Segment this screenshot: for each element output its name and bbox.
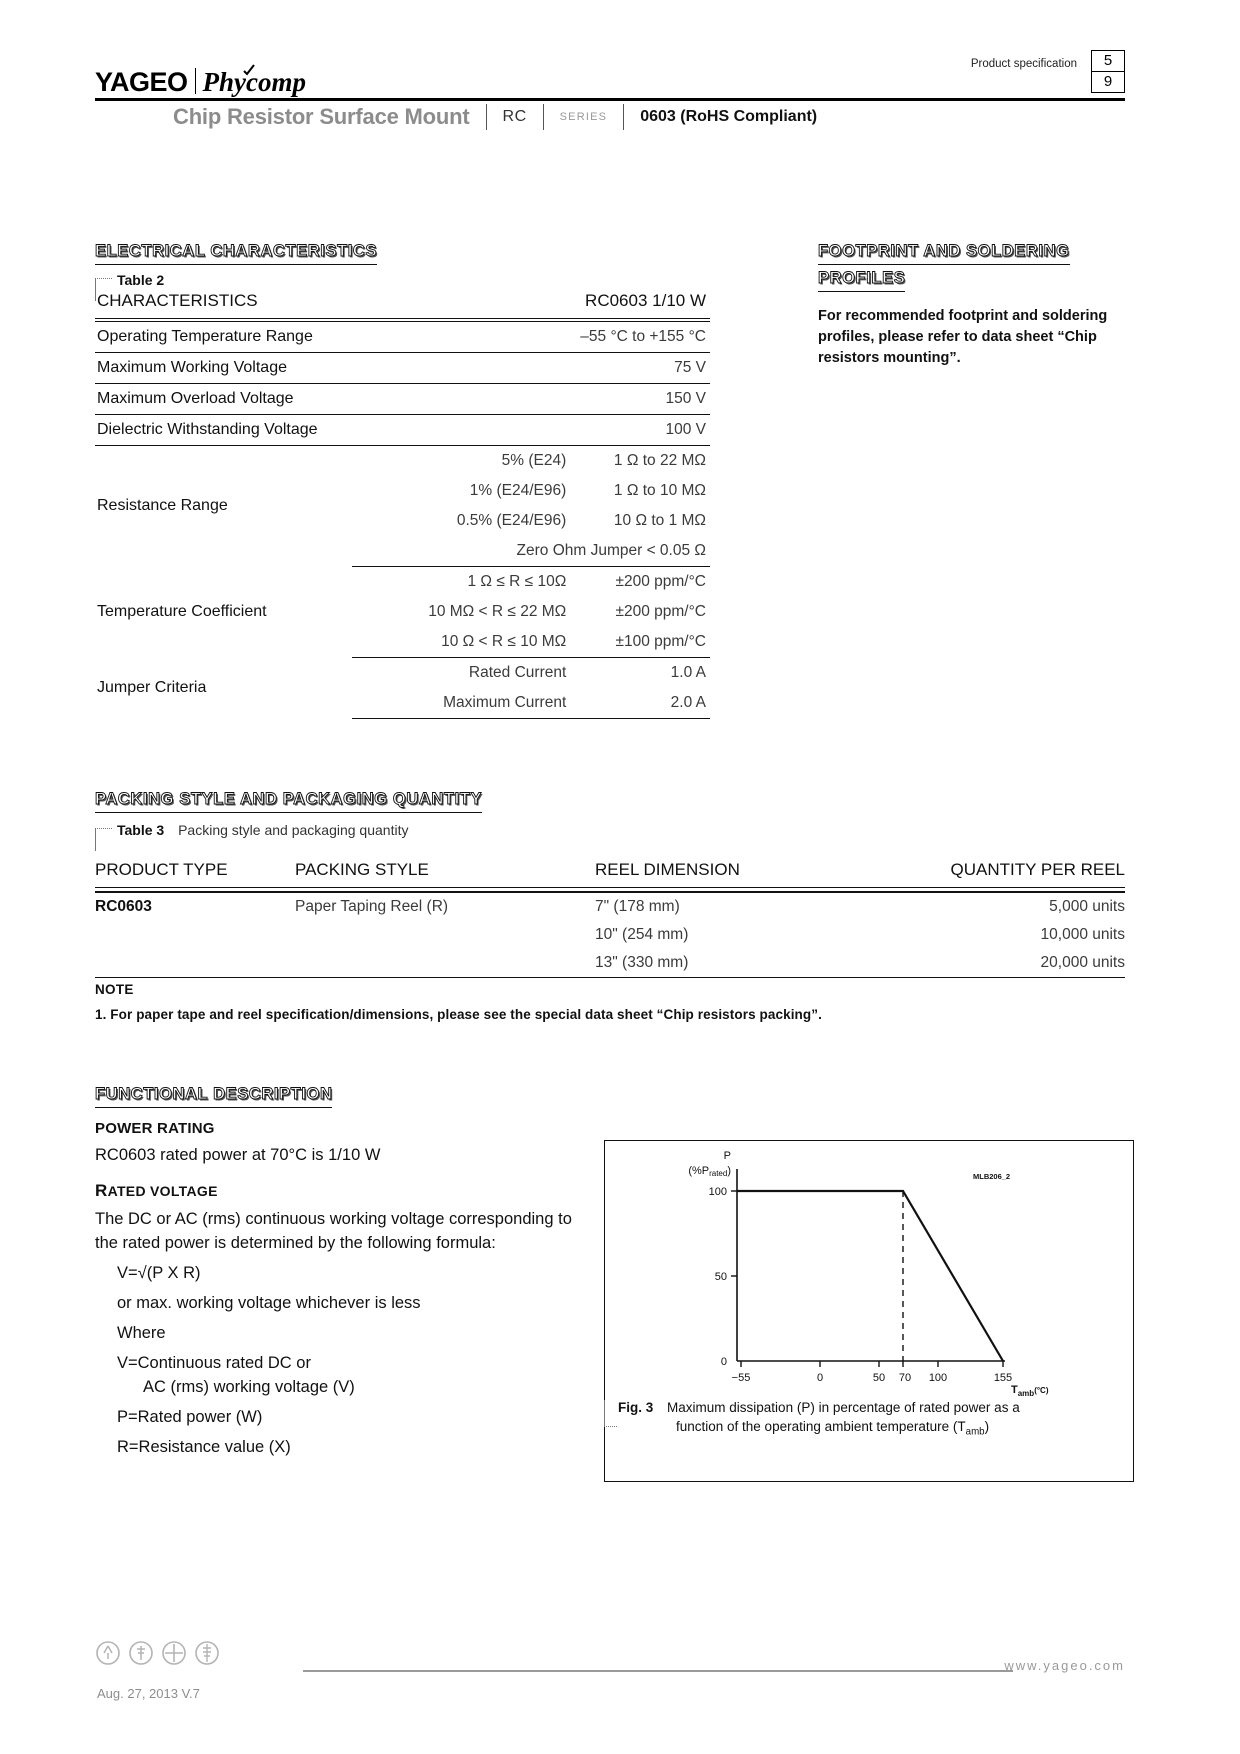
tc-range: 1 Ω ≤ R ≤ 10Ω (467, 573, 567, 590)
jumper-value: 1.0 A (670, 664, 706, 681)
table2-col-characteristics: CHARACTERISTICS (97, 291, 258, 310)
x-tick-70: 70 (898, 1372, 912, 1384)
row-value: 150 V (580, 384, 710, 415)
tc-range: 10 MΩ < R ≤ 22 MΩ (428, 603, 567, 620)
table2-col-product: RC0603 1/10 W (585, 291, 706, 310)
y-tick-100: 100 (708, 1186, 727, 1198)
x-tick-100: 100 (928, 1372, 948, 1384)
figure-code: MLB206_2 (973, 1172, 1011, 1181)
header-bar-divider-3 (623, 104, 624, 130)
footprint-body-text: For recommended footprint and soldering profiles, please refer to data sheet “Chip resistors mounting”. (818, 308, 1108, 366)
table-row (95, 353, 710, 384)
table3-label: Table 3 (117, 822, 165, 838)
x-tick-155: 155 (993, 1372, 1013, 1384)
row-label-jumper-criteria: Jumper Criteria (97, 679, 207, 696)
packing-heading: PACKING STYLE AND PACKAGING QUANTITY (95, 790, 482, 813)
jumper-name: Maximum Current (352, 688, 580, 719)
row-product-type (95, 921, 295, 949)
figure-caption-line2-sub: amb (965, 1426, 985, 1438)
table-row-jumper-1 (95, 658, 710, 689)
packing-table (95, 855, 1125, 978)
definition-r: R=Resistance value (X) (117, 1438, 291, 1456)
figure-caption-line1: Maximum dissipation (P) in percentage of rated power as a (667, 1400, 1020, 1415)
x-tick-0: 0 (816, 1372, 824, 1384)
footprint-soldering-section (818, 242, 1128, 369)
tc-value: ±200 ppm/°C (615, 603, 706, 620)
yageo-logo: YAGEO (95, 67, 188, 97)
header-bar-title: Chip Resistor Surface Mount (173, 104, 470, 129)
row-label-resistance-range: Resistance Range (97, 497, 228, 515)
table3-header-row (95, 855, 1125, 888)
table-row (95, 921, 1125, 949)
where-label: Where (117, 1324, 166, 1342)
table2-label: Table 2 (117, 272, 165, 288)
functional-description-section (95, 1085, 595, 1459)
tc-value: ±200 ppm/°C (615, 573, 706, 590)
header-bar-rc: RC (502, 108, 527, 125)
power-rating-text: RC0603 rated power at 70°C is 1/10 W (95, 1146, 381, 1164)
table-row-resistance-1 (95, 446, 710, 477)
figure-caption-line2-a: function of the operating ambient temperature (T (676, 1419, 966, 1434)
footprint-heading-line2: PROFILES (818, 269, 905, 292)
table3-col-reel-dimension: REEL DIMENSION (595, 860, 740, 879)
caption-bracket (604, 1400, 617, 1427)
row-reel-dimension: 10" (254 mm) (595, 926, 689, 943)
row-product-type: RC0603 (95, 898, 152, 915)
footer-website-link[interactable]: www.yageo.com (1004, 1658, 1125, 1673)
note-section (95, 982, 1095, 1022)
phycomp-logo (203, 69, 306, 96)
row-value: 100 V (580, 415, 710, 446)
halogen-free-circle-icon (194, 1640, 220, 1666)
page-header (95, 52, 1125, 129)
footer-icon-group (95, 1640, 220, 1666)
electrical-characteristics-heading: ELECTRICAL CHARACTERISTICS (95, 242, 377, 265)
row-product-type (95, 949, 295, 978)
table3-caption (95, 822, 408, 838)
table3-desc: Packing style and packaging quantity (178, 822, 409, 838)
rated-voltage-text: The DC or AC (rms) continuous working voltage corresponding to the rated power is determined by the following formula: (95, 1210, 572, 1252)
figure-3-caption (618, 1398, 1118, 1442)
row-label: Maximum Overload Voltage (95, 384, 580, 415)
electrical-characteristics-section (95, 242, 377, 265)
row-label: Operating Temperature Range (95, 322, 580, 353)
x-tick-minus55: −55 (731, 1372, 751, 1384)
resistance-value: 1 Ω to 22 MΩ (613, 452, 706, 469)
caption-bracket (95, 828, 112, 851)
table2-header-row (95, 285, 710, 317)
row-value: 75 V (580, 353, 710, 384)
table3-col-packing-style: PACKING STYLE (295, 860, 429, 879)
tc-range: 10 Ω < R ≤ 10 MΩ (352, 627, 580, 658)
row-reel-dimension: 13" (330 mm) (595, 949, 915, 978)
page-current: 5 (1103, 52, 1113, 69)
row-label: Maximum Working Voltage (95, 353, 580, 384)
definition-v-line2: AC (rms) working voltage (V) (143, 1378, 355, 1396)
resistance-tolerance: 5% (E24) (501, 452, 567, 469)
product-specification-label: Product specification (970, 58, 1077, 70)
definition-p: P=Rated power (W) (117, 1408, 263, 1426)
jumper-value: 2.0 A (580, 688, 710, 719)
row-quantity: 20,000 units (915, 949, 1125, 978)
row-quantity: 5,000 units (1049, 898, 1125, 915)
electrical-characteristics-table (95, 285, 710, 719)
row-quantity: 10,000 units (1040, 926, 1125, 943)
footprint-heading-line1: FOOTPRINT AND SOLDERING (818, 242, 1070, 265)
note-title: NOTE (95, 982, 134, 997)
resistance-value: 1 Ω to 10 MΩ (613, 482, 706, 499)
note-item-1: 1. For paper tape and reel specification/dimensions, please see the special data sheet “Chip resistors packing”. (95, 1007, 822, 1022)
resistance-tolerance: 0.5% (E24/E96) (456, 512, 567, 529)
row-packing-style (295, 949, 595, 978)
y-axis-label-p: P (723, 1150, 731, 1162)
footer-rule (303, 1670, 1013, 1672)
header-rule (95, 98, 1125, 101)
row-reel-dimension: 7" (178 mm) (595, 898, 680, 915)
row-value: –55 °C to +155 °C (580, 322, 710, 353)
figure-caption-line2 (676, 1417, 1118, 1442)
row-label: Dielectric Withstanding Voltage (95, 415, 580, 446)
row-label-temperature-coefficient: Temperature Coefficient (97, 603, 267, 620)
resistance-tolerance: 1% (E24/E96) (469, 482, 567, 499)
rated-voltage-title: RATED VOLTAGE (95, 1181, 218, 1200)
figure-label: Fig. 3 (618, 1400, 654, 1415)
x-tick-50: 50 (872, 1372, 886, 1384)
table3-col-quantity: QUANTITY PER REEL (950, 860, 1125, 879)
zero-ohm-jumper: Zero Ohm Jumper < 0.05 Ω (352, 536, 710, 567)
functional-description-heading: FUNCTIONAL DESCRIPTION (95, 1085, 332, 1108)
header-bar-part: 0603 (RoHS Compliant) (640, 108, 818, 125)
y-tick-0: 0 (720, 1356, 727, 1368)
table-row (95, 322, 710, 353)
table-row (95, 892, 1125, 921)
x-axis-label: $T_{amb}^{(^\circ C)}$ (1011, 1384, 1049, 1398)
phycomp-logo-text: Phycomp (202, 67, 307, 97)
voltage-formula: V=√(P X R) (117, 1264, 201, 1282)
y-axis-label-prated: (%Prated) (688, 1165, 731, 1178)
table-row (95, 384, 710, 415)
tc-value: ±100 ppm/°C (580, 627, 710, 658)
table-row (95, 949, 1125, 978)
table-row (95, 415, 710, 446)
row-packing-style: Paper Taping Reel (R) (295, 898, 449, 915)
header-title-bar (95, 102, 1125, 132)
footer-date: Aug. 27, 2013 V.7 (97, 1686, 200, 1701)
figure-caption-line2-b: ) (984, 1419, 990, 1434)
resistance-value: 10 Ω to 1 MΩ (613, 512, 706, 529)
checkmark-icon (243, 64, 255, 76)
jumper-name: Rated Current (468, 664, 567, 681)
page-total: 9 (1092, 71, 1124, 92)
header-bar-divider-2 (543, 104, 544, 130)
recycle-circle-icon (95, 1640, 121, 1666)
definition-v-line1: V=Continuous rated DC or (117, 1354, 311, 1372)
power-rating-title: POWER RATING (95, 1120, 215, 1137)
y-tick-50: 50 (714, 1271, 727, 1283)
lead-free-circle-icon (128, 1640, 154, 1666)
row-packing-style (295, 921, 595, 949)
packing-section-heading-wrap (95, 790, 482, 813)
plus-circle-icon (161, 1640, 187, 1666)
table-row-tc-1 (95, 567, 710, 598)
voltage-formula-note: or max. working voltage whichever is less (117, 1294, 421, 1312)
page-number-box (1091, 50, 1125, 93)
logo-divider (195, 68, 196, 94)
table3-col-product-type: PRODUCT TYPE (95, 860, 228, 879)
derating-curve (737, 1191, 1003, 1361)
header-bar-series: SERIES (559, 111, 608, 123)
header-bar-divider-1 (486, 104, 487, 130)
